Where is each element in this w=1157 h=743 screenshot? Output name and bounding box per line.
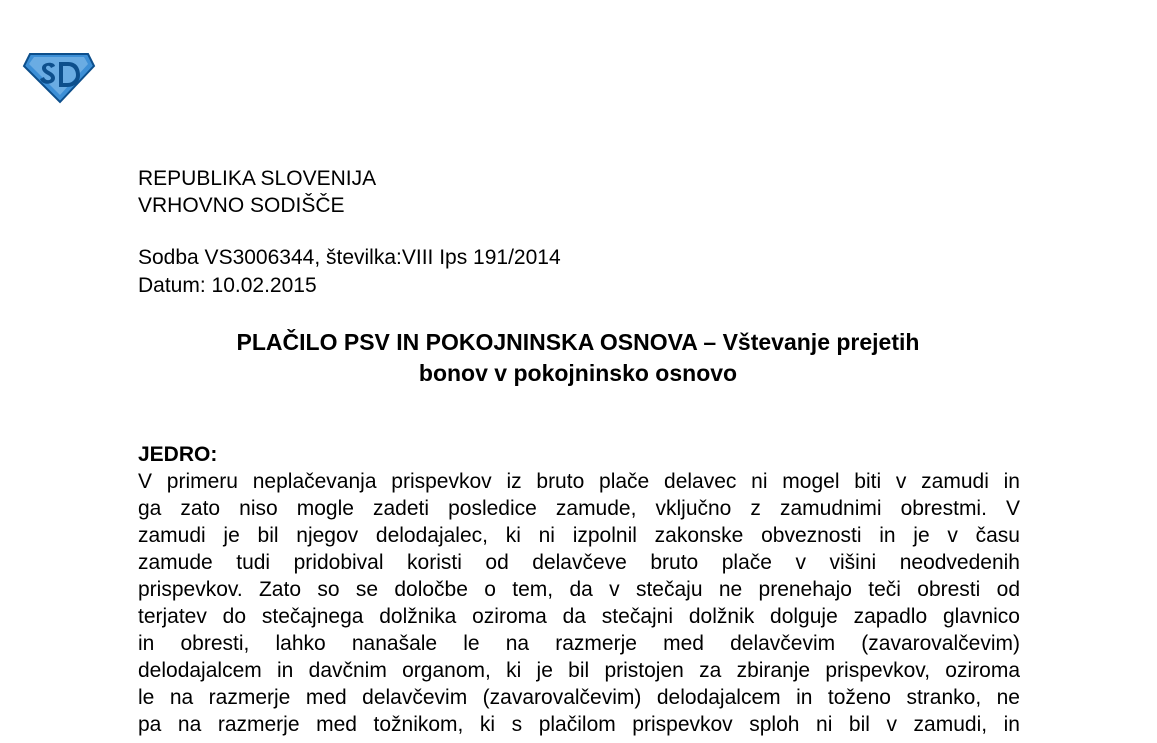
court-header <box>138 165 376 219</box>
jedro-body <box>138 468 1020 738</box>
title-line-2: bonov v pokojninsko osnovo <box>418 360 738 386</box>
country-name: REPUBLIKA SLOVENIJA <box>138 167 377 190</box>
court-name: VRHOVNO SODIŠČE <box>138 194 345 217</box>
jedro-heading: JEDRO: <box>138 443 218 466</box>
body-line: ga zato niso mogle zadeti posledice zamude, vključno z zamudnimi obrestmi. V <box>138 497 1020 520</box>
body-line: prispevkov. Zato so se določbe o tem, da v stečaju ne prenehajo teči obresti od <box>138 578 1020 601</box>
body-line: in obresti, lahko nanašale le na razmerje med delavčevim (zavarovalčevim) <box>138 632 1020 655</box>
judgment-meta <box>138 244 561 300</box>
body-line: terjatev do stečajnega dolžnika oziroma da stečajni dolžnik dolguje zapadlo glavnico <box>138 605 1020 628</box>
judgment-number: Sodba VS3006344, številka:VIII Ips 191/2014 <box>138 246 561 269</box>
court-logo-icon <box>22 48 96 104</box>
document-title <box>138 327 1018 389</box>
body-line: delodajalcem in davčnim organom, ki je bil pristojen za zbiranje prispevkov, oziroma <box>138 659 1020 682</box>
body-line: le na razmerje med delavčevim (zavarovalčevim) delodajalcem in toženo stranko, ne <box>138 686 1020 709</box>
body-line: pa na razmerje med tožnikom, ki s plačilom prispevkov sploh ni bil v zamudi, in <box>138 713 1020 736</box>
body-line: V primeru neplačevanja prispevkov iz bruto plače delavec ni mogel biti v zamudi in <box>138 470 1020 493</box>
body-line: zamude tudi pridobival koristi od delavčeve bruto plače v višini neodvedenih <box>138 551 1020 574</box>
body-line: zamudi je bil njegov delodajalec, ki ni izpolnil zakonske obveznosti in je v času <box>138 524 1020 547</box>
title-line-1: PLAČILO PSV IN POKOJNINSKA OSNOVA – Vštevanje prejetih <box>236 329 920 355</box>
judgment-date: Datum: 10.02.2015 <box>138 274 317 297</box>
